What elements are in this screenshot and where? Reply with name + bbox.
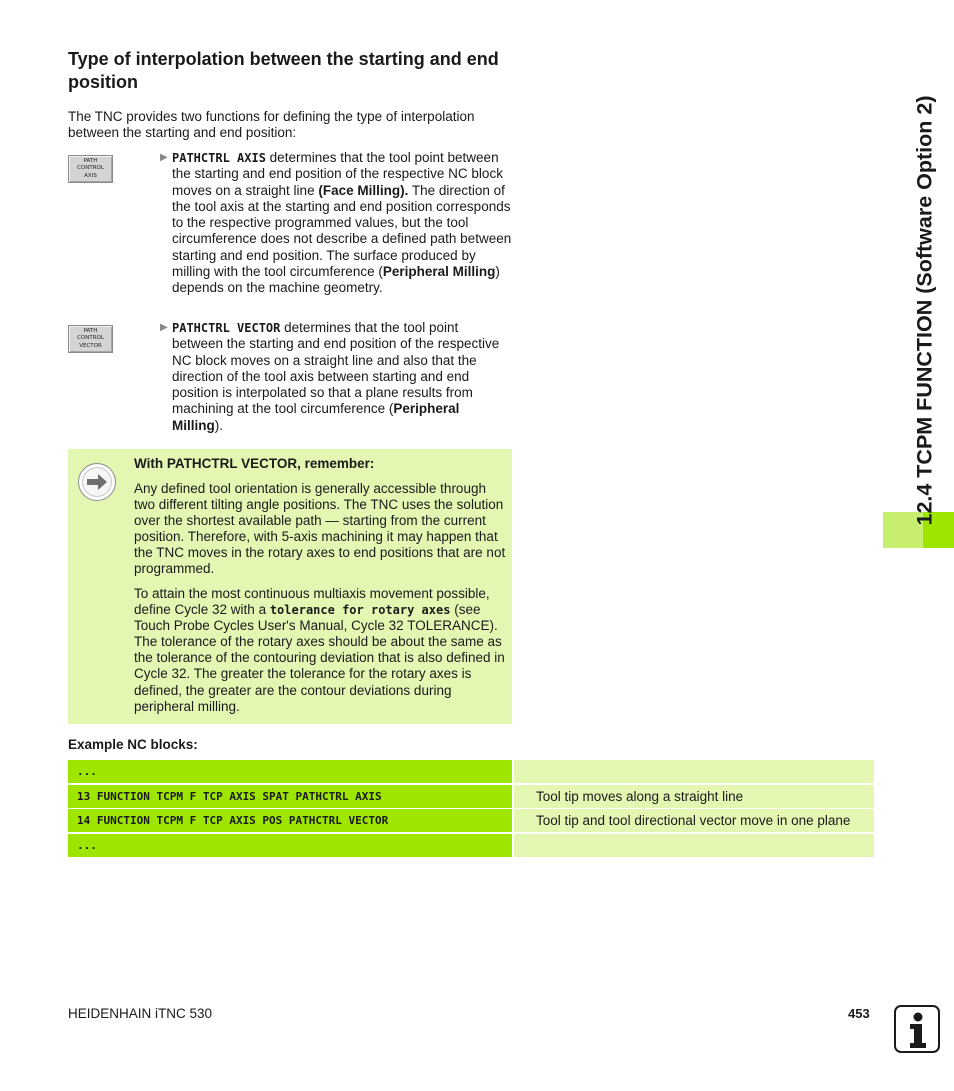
softkey-path-control-axis [68, 155, 113, 183]
note-paragraph: Any defined tool orientation is generally accessible through two different tilting angle positions. The TNC uses the solution over the shortest available path — starting from the current position. Therefore, with 5-axis machining it may happen that the TNC moves in the rotary axes to end positions that are not programmed. [134, 481, 506, 577]
chapter-title-vertical [910, 40, 940, 580]
nc-block-code: 14 FUNCTION TCPM F TCP AXIS POS PATHCTRL VECTOR [68, 809, 512, 832]
intro-paragraph: The TNC provides two functions for defining the type of interpolation between the starting and end position: [68, 109, 475, 141]
description-bold: (Face Milling). [318, 182, 409, 198]
softkey-line: PATH [83, 327, 98, 334]
description-text: ). [214, 417, 223, 433]
nc-block-code: ... [68, 760, 512, 783]
softkey-path-control-vector [68, 325, 113, 353]
section-heading: Type of interpolation between the starting and end position [68, 49, 499, 92]
description-text: ) depends on the machine geometry. [172, 264, 500, 296]
nc-block-code: 13 FUNCTION TCPM F TCP AXIS SPAT PATHCTRL AXIS [68, 785, 512, 808]
arrow-right-icon [78, 463, 116, 501]
nc-block-row [68, 760, 874, 783]
nc-block-comment [512, 760, 874, 783]
nc-block-row [68, 834, 874, 857]
note-box [68, 449, 512, 724]
note-code: tolerance for rotary axes [269, 603, 451, 618]
note-text: (see Touch Probe Cycles User's Manual, Cycle 32 TOLERANCE). The tolerance of the rotary axes should be about the same as the tolerance of the contouring deviation that is also defined in Cycle 32. The greater the tolerance for the rotary axes is defined, the greater are the contour deviations during peripheral milling. [134, 602, 505, 714]
function-description-axis [160, 150, 512, 297]
nc-block-row [68, 809, 874, 832]
softkey-line: CONTROL [77, 165, 104, 172]
bullet-arrow-icon: ▶ [160, 322, 168, 333]
footer-product: HEIDENHAIN iTNC 530 [68, 1006, 213, 1021]
description-bold: Peripheral Milling [382, 264, 496, 280]
nc-block-comment [512, 834, 874, 857]
function-code: PATHCTRL AXIS [172, 151, 266, 165]
function-code: PATHCTRL VECTOR [172, 321, 281, 335]
note-title: With PATHCTRL VECTOR, remember: [134, 456, 375, 471]
info-icon [894, 1005, 940, 1053]
description-text: determines that the tool point between the starting and end position of the respective NC block moves on a straight line [172, 150, 503, 198]
nc-block-comment: Tool tip moves along a straight line [512, 785, 874, 808]
nc-block-row [68, 785, 874, 808]
description-text: determines that the tool point between the starting and end position of the respective NC block moves on a straight line and also that the direction of the tool axis between starting and end position is interpolated so that a plane results from machining at the tool circumference ( [172, 320, 500, 417]
function-description-vector [160, 320, 512, 434]
softkey-line: CONTROL [77, 335, 104, 342]
page-number: 453 [848, 1006, 870, 1021]
chapter-title-text: 12.4 TCPM FUNCTION (Software Option 2) [912, 94, 937, 526]
softkey-line: PATH [83, 157, 98, 164]
softkey-line: AXIS [84, 172, 97, 179]
nc-block-code: ... [68, 834, 512, 857]
note-paragraph [134, 586, 506, 715]
description-bold: Peripheral Milling [172, 401, 460, 433]
nc-block-comment: Tool tip and tool directional vector move in one plane [512, 809, 874, 832]
bullet-arrow-icon: ▶ [160, 152, 168, 163]
note-text: To attain the most continuous multiaxis movement possible, define Cycle 32 with a [134, 586, 490, 618]
description-text: The direction of the tool axis at the starting and end position corresponds to the respective programmed values, but the tool circumference does not describe a defined path between starting and end position. The surface produced by milling with the tool circumference ( [172, 182, 512, 280]
example-label: Example NC blocks: [68, 737, 198, 752]
softkey-line: VECTOR [79, 342, 102, 349]
